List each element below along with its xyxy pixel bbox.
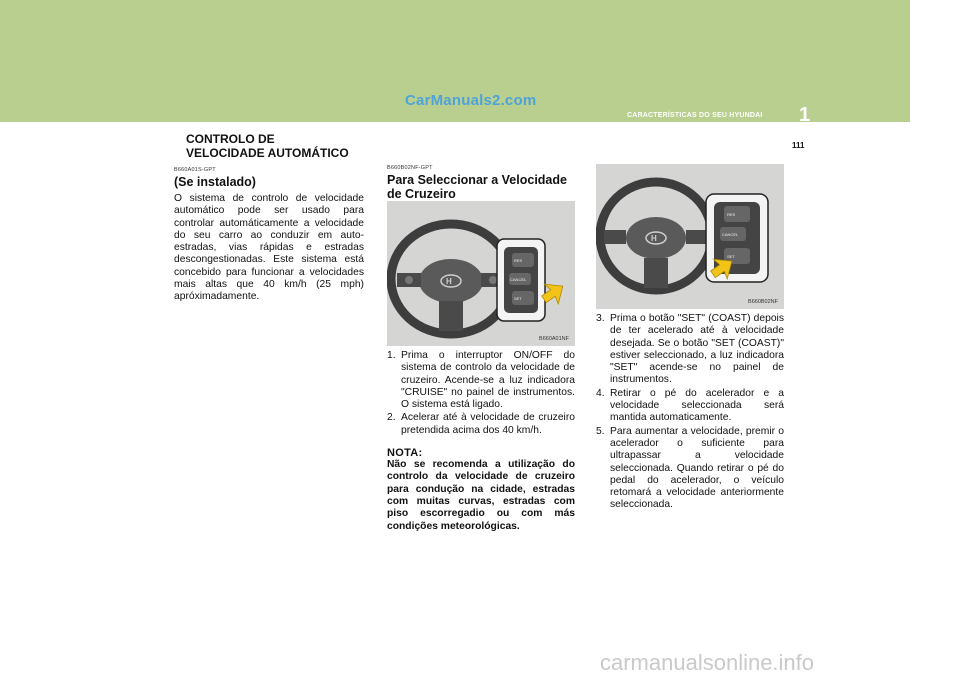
column-2	[387, 165, 575, 205]
section-title-line1: CONTROLO DE	[186, 132, 275, 146]
section-title-line2: VELOCIDADE AUTOMÁTICO	[186, 146, 349, 160]
svg-text:H: H	[651, 234, 657, 243]
steps-list-2	[596, 313, 784, 512]
svg-text:RES: RES	[514, 258, 523, 263]
column-2-text	[387, 350, 575, 533]
section-code: B660A01S-GPT	[174, 167, 216, 173]
svg-text:CANCEL: CANCEL	[510, 277, 527, 282]
note-title: NOTA:	[387, 447, 423, 460]
section-title	[186, 132, 361, 160]
steering-wheel-icon	[596, 164, 784, 309]
column-3-text	[596, 313, 784, 513]
note-body: Não se recomenda a utilização do controlo da velocidade de cruzeiro para condução na cidade, estradas com muitas curvas, estradas com piso escorregadio ou com más condições meteorológicas.	[387, 459, 575, 532]
svg-text:RES: RES	[727, 212, 736, 217]
steps-list-1	[387, 350, 575, 437]
figure-label: B660A01NF	[539, 336, 569, 342]
chapter-number: 1	[799, 104, 811, 126]
figure-label: B660B02NF	[748, 299, 778, 305]
svg-text:CANCEL: CANCEL	[722, 232, 739, 237]
svg-text:SET: SET	[514, 296, 522, 301]
col1-body: O sistema de controlo de velocidade automático pode ser usado para controlar automáticamente a velocidade do seu carro ao conduzir em auto-estradas, vias rápidas e estradas descongestionadas. Este sistema está concebido para funcionar a velocidades mais altas que 40 km/h (25 mph) apróximadamente.	[174, 193, 364, 303]
list-item: 2. Acelerar até à velocidade de cruzeiro pretendida acima dos 40 km/h.	[387, 412, 575, 436]
steering-wheel-figure-2	[596, 164, 784, 309]
list-item: 3. Prima o botão "SET" (COAST) depois de ter acelerado até à velocidade desejada. Se o botão "SET (COAST)" estiver seleccionado, a luz indicadora "SET" acende-se no painel de instrumentos.	[596, 313, 784, 386]
list-item: 4. Retirar o pé do acelerador e a velocidade seleccionada será mantida automaticamente.	[596, 387, 784, 424]
list-item: 1. Prima o interruptor ON/OFF do sistema de controlo da velocidade de cruzeiro. Acende-se a luz indicadora "CRUISE" no painel de instrumentos. O sistema está ligado.	[387, 350, 575, 411]
list-item: 5. Para aumentar a velocidade, premir o acelerador o suficiente para ultrapassar a velocidade seleccionada. Quando retirar o pé do pedal do acelerador, o veículo retomará a velocidade anteriormente seleccionada.	[596, 425, 784, 511]
section-code: B660B02NF-GPT	[387, 165, 433, 171]
watermark-bottom: carmanualsonline.info	[600, 650, 815, 675]
page-number: 111	[792, 141, 805, 150]
watermark-top: CarManuals2.com	[405, 92, 537, 109]
steering-wheel-figure-1	[387, 201, 575, 346]
column-1	[174, 167, 364, 304]
col1-heading: (Se instalado)	[174, 175, 256, 189]
col2-heading: Para Seleccionar a Velocidade de Cruzeiro	[387, 173, 567, 201]
steering-wheel-icon	[387, 201, 575, 346]
svg-text:SET: SET	[727, 254, 735, 259]
svg-text:H: H	[446, 277, 452, 286]
chapter-title: CARACTERÍSTICAS DO SEU HYUNDAI	[627, 112, 763, 119]
